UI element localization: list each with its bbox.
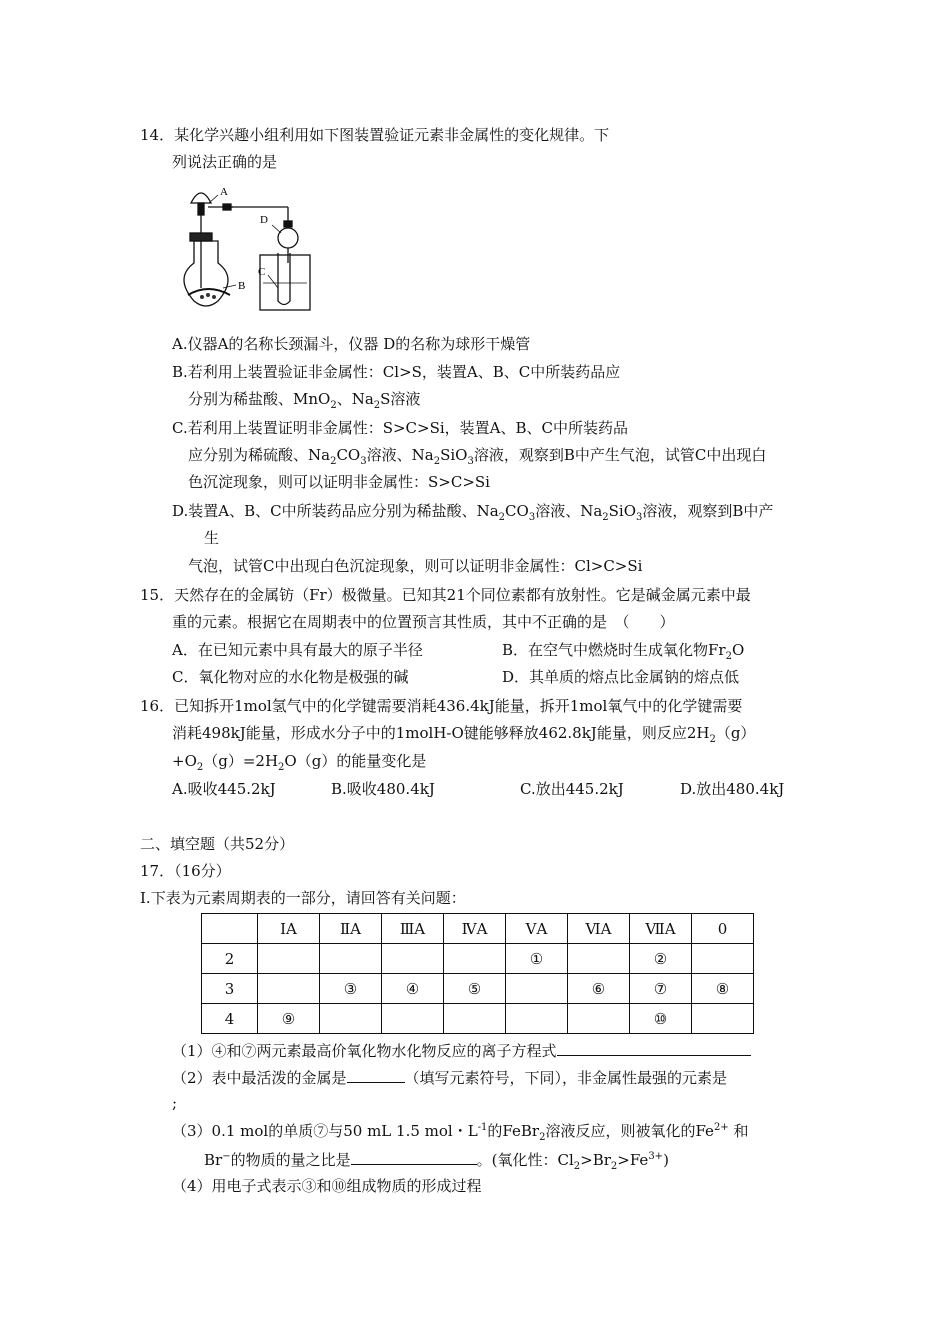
table-cell: ① — [506, 944, 568, 974]
drying-tube-bulb — [278, 228, 298, 248]
q17-part-1: （1）④和⑦两元素最高价氧化物水化物反应的离子方程式 — [172, 1039, 751, 1061]
q14-option-d-line1: D.装置A、B、C中所装药品应分别为稀盐酸、$Na_2CO_3$溶液、$Na_2SiO_3$溶液，观察到B中产 — [172, 502, 774, 523]
answer-blank[interactable] — [347, 1066, 405, 1083]
table-cell: ④ — [382, 974, 444, 1004]
q17-heading: 17．（16分） — [140, 862, 231, 880]
label-c: C — [258, 266, 266, 278]
table-cell — [692, 1004, 754, 1034]
q14-option-c-line1: C.若利用上装置证明非金属性：S>C>Si，装置A、B、C中所装药品 — [172, 419, 629, 437]
table-cell — [568, 944, 630, 974]
beaker — [260, 255, 310, 310]
q14-option-d-line3: 气泡，试管C中出现白色沉淀现象，则可以证明非金属性：Cl>C>Si — [188, 557, 643, 575]
table-row — [202, 944, 754, 974]
table-cell: ⅦA — [630, 914, 692, 944]
label-d: D — [260, 214, 268, 226]
q15-stem-line2: 重的元素。根据它在周期表中的位置预言其性质，其中不正确的是 （ ） — [172, 613, 675, 631]
q17-part-3-line1: （3）0.1 mol的单质⑦与50 mL 1.5 mol・$L^{-1}$的FeBr$_2$溶液反应，则被氧化的$Fe^{2+}$ 和 — [172, 1122, 749, 1143]
q14-option-b-line2: 分别为稀盐酸、MnO$_2$、$Na_2S$溶液 — [188, 390, 421, 411]
table-cell — [202, 914, 258, 944]
q16-stem-line3: $+O_2(g)=2H_2O(g)$的能量变化是 — [172, 752, 427, 773]
q16-option-b: B.吸收480.4kJ — [331, 780, 435, 798]
table-cell — [258, 974, 320, 1004]
round-bottom-flask — [184, 241, 228, 306]
table-cell — [692, 944, 754, 974]
answer-blank[interactable] — [351, 1148, 477, 1165]
q17-part-2: （2）表中最活泼的金属是 （填写元素符号，下同），非金属性最强的元素是 — [172, 1066, 727, 1088]
q15-option-a: A．在已知元素中具有最大的原子半径 — [172, 641, 423, 659]
q14-option-a: A.仪器A的名称长颈漏斗，仪器 D的名称为球形干燥管 — [172, 335, 531, 353]
table-cell — [258, 944, 320, 974]
q16-option-d: D.放出480.4kJ — [680, 780, 785, 798]
table-cell — [382, 1004, 444, 1034]
table-cell: ⑧ — [692, 974, 754, 1004]
section-2-heading: 二、填空题（共52分） — [140, 835, 295, 853]
table-cell — [506, 974, 568, 1004]
q17-part-4: （4）用电子式表示③和⑩组成物质的形成过程 — [172, 1177, 482, 1195]
q14-stem-line1: 14．某化学兴趣小组利用如下图装置验证元素非金属性的变化规律。下 — [140, 126, 610, 144]
q14-option-c-line3: 色沉淀现象，则可以证明非金属性：S>C>Si — [188, 473, 490, 491]
table-cell: ⑩ — [630, 1004, 692, 1034]
table-cell — [444, 1004, 506, 1034]
table-cell: ⑨ — [258, 1004, 320, 1034]
table-cell: 2 — [202, 944, 258, 974]
table-cell — [506, 1004, 568, 1034]
table-cell: ⑦ — [630, 974, 692, 1004]
table-cell: ⅠA — [258, 914, 320, 944]
q14-option-c-line2: 应分别为稀硫酸、$Na_2CO_3$溶液、$Na_2SiO_3$溶液，观察到B中产生气泡，试管C中出现白 — [188, 446, 767, 467]
q15-option-c: C．氧化物对应的水化物是极强的碱 — [172, 668, 409, 686]
q16-stem-line1: 16．已知拆开1mol氢气中的化学键需要消耗436.4kJ能量，拆开1mol氧气中的化学键需要 — [140, 697, 743, 715]
table-cell: ③ — [320, 974, 382, 1004]
q14-option-b-line1: B.若利用上装置验证非金属性：Cl>S，装置A、B、C中所装药品应 — [172, 363, 621, 381]
q15-option-b: B．在空气中燃烧时生成氧化物$Fr_2O$ — [502, 641, 745, 662]
table-cell — [382, 944, 444, 974]
periodic-table-fragment — [201, 913, 754, 1034]
q17-intro: I.下表为元素周期表的一部分，请回答有关问题： — [140, 889, 466, 907]
label-a: A — [220, 186, 228, 198]
table-cell: ⅣA — [444, 914, 506, 944]
table-cell: ⑤ — [444, 974, 506, 1004]
table-header-row — [202, 914, 754, 944]
q16-option-a: A.吸收445.2kJ — [172, 780, 276, 798]
label-b: B — [238, 280, 246, 292]
q16-stem-line2: 消耗498kJ能量，形成水分子中的1molH-O键能够释放462.8kJ能量，则反应$2H_2(g)$ — [172, 724, 756, 745]
table-cell: ⅡA — [320, 914, 382, 944]
apparatus-figure — [178, 183, 313, 315]
table-cell: 0 — [692, 914, 754, 944]
q17-part-3-line2: Br−的物质的量之比是 。(氧化性：$Cl_2>Br_2>Fe^{3+}$) — [204, 1148, 669, 1170]
table-cell: ⅥA — [568, 914, 630, 944]
q14-stem-line2: 列说法正确的是 — [172, 153, 278, 171]
table-row — [202, 974, 754, 1004]
q15-stem-line1: 15．天然存在的金属钫（Fr）极微量。已知其21个同位素都有放射性。它是碱金属元素中最 — [140, 586, 751, 604]
q14-option-d-line2: 生 — [204, 529, 220, 547]
table-cell: ⅢA — [382, 914, 444, 944]
table-cell — [320, 944, 382, 974]
answer-blank[interactable] — [557, 1039, 751, 1056]
table-cell: 4 — [202, 1004, 258, 1034]
table-row — [202, 1004, 754, 1034]
table-cell: ② — [630, 944, 692, 974]
q17-part-2-end: ; — [172, 1094, 178, 1112]
table-cell — [320, 1004, 382, 1034]
table-cell: ⑥ — [568, 974, 630, 1004]
dropping-funnel-bulb — [191, 193, 211, 203]
table-cell: ⅤA — [506, 914, 568, 944]
table-cell: 3 — [202, 974, 258, 1004]
q15-option-d: D．其单质的熔点比金属钠的熔点低 — [502, 668, 740, 686]
q16-option-c: C.放出445.2kJ — [520, 780, 624, 798]
table-cell — [568, 1004, 630, 1034]
table-cell — [444, 944, 506, 974]
